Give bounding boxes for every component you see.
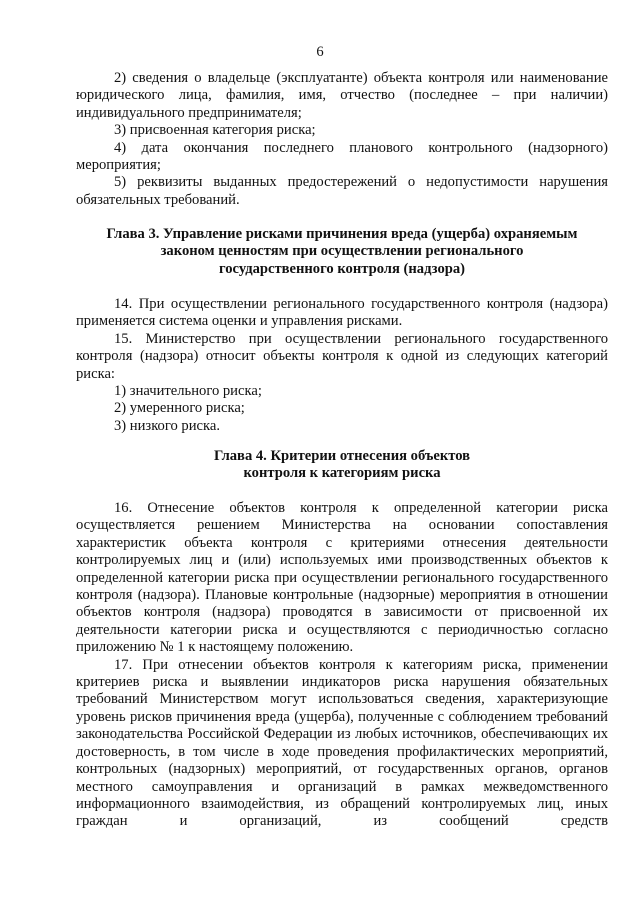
chapter-4-title-line: Глава 4. Критерии отнесения объектов: [213, 448, 471, 464]
chapter-4-body: [76, 500, 608, 831]
chapter-3-body: [76, 296, 608, 435]
paragraph-16: 16. Отнесение объектов контроля к определенной категории риска осуществляется решением Министерства на основании сопоставления характеристик объекта контроля с критериями отнесения деятельности контролируемых лиц и (или) используемых ими производственных объектов к определенной категории риска при осуществлении регионального государственного контроля (надзора). Плановые контрольные (надзорные) мероприятия в отношении объектов контроля (надзора) проводятся в зависимости от присвоенной их деятельности категории риска и осуществляются с периодичностью согласно приложению № 1 к настоящему положению.: [76, 500, 608, 656]
risk-item: 1) значительного риска;: [114, 383, 262, 400]
paragraph-15: 15. Министерство при осуществлении регионального государственного контроля (надзора) относит объекты контроля к одной из следующих категорий риска:: [76, 330, 608, 382]
page-number: 6: [316, 44, 324, 60]
chapter-4-title-line: контроля к категориям риска: [243, 465, 441, 482]
list-item: 2) сведения о владельце (эксплуатанте) объекта контроля или наименование юридического лица, фамилия, имя, отчество (последнее – при наличии) индивидуального предпринимателя;: [76, 70, 608, 121]
chapter-3-title: [76, 226, 608, 278]
risk-item: 2) умеренного риска;: [114, 400, 245, 417]
paragraph-17: 17. При отнесении объектов контроля к категориям риска, применении критериев риска и выявлении индикаторов риска нарушения обязательных требований Министерством могут использоваться сведения, характеризующие уровень рисков причинения вреда (ущерба), полученные с соблюдением требований законодательства Российской Федерации из любых источников, обеспечивающих их достоверность, в том числе в ходе проведения профилактических мероприятий, контрольных (надзорных) мероприятий, от государственных органов, органов местного самоуправления и организаций в рамках межведомственного информационного взаимодействия, из обращений контролируемых лиц, иных граждан и организаций, из сообщений средств: [76, 656, 608, 830]
list-item: 3) присвоенная категория риска;: [114, 122, 316, 139]
chapter-3-title-line: законом ценностям при осуществлении регионального: [160, 243, 524, 260]
risk-item: 3) низкого риска.: [114, 417, 220, 434]
chapter-3-title-line: государственного контроля (надзора): [218, 260, 466, 277]
top-list: [76, 70, 608, 209]
list-item: 4) дата окончания последнего планового контрольного (надзорного) мероприятия;: [76, 139, 608, 174]
chapter-4-title: [76, 448, 608, 483]
chapter-3-title-line: Глава 3. Управление рисками причинения вреда (ущерба) охраняемым: [106, 226, 578, 242]
list-item: 5) реквизиты выданных предостережений о недопустимости нарушения обязательных требований.: [76, 174, 608, 208]
paragraph-14: 14. При осуществлении регионального государственного контроля (надзора) применяется система оценки и управления рисками.: [76, 296, 608, 330]
